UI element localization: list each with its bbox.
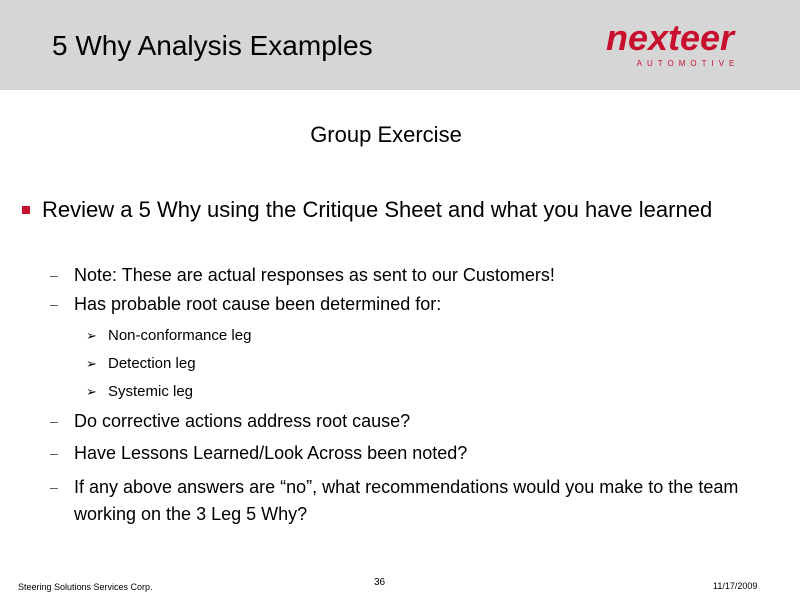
sub-item xyxy=(50,291,750,318)
header-bar xyxy=(0,0,800,90)
logo-subtext: AUTOMOTIVE xyxy=(636,59,740,68)
footer-date: 11/17/2009 xyxy=(713,581,758,591)
dash-bullet-icon: – xyxy=(50,413,58,429)
sub-item-text: Has probable root cause been determined for: xyxy=(74,294,442,314)
leg-item-text: Detection leg xyxy=(108,355,196,372)
sub-item xyxy=(50,408,750,435)
sub-item-text: Do corrective actions address root cause? xyxy=(74,411,411,431)
sub-item xyxy=(50,440,750,467)
dash-bullet-icon: – xyxy=(50,445,58,461)
section-subtitle: Group Exercise xyxy=(310,122,462,147)
square-bullet-icon xyxy=(22,206,30,214)
logo-text: nexteer xyxy=(605,22,735,58)
nexteer-logo xyxy=(570,22,770,72)
page-number: 36 xyxy=(374,577,386,588)
dash-bullet-icon: – xyxy=(50,479,58,495)
sub-item-text: Have Lessons Learned/Look Across been noted? xyxy=(74,443,468,463)
sub-item xyxy=(50,474,740,528)
leg-item xyxy=(86,382,193,402)
main-bullet-text: Review a 5 Why using the Critique Sheet and what you have learned xyxy=(42,197,713,222)
arrow-bullet-icon: ➢ xyxy=(86,384,97,399)
leg-item-text: Non-conformance leg xyxy=(108,327,252,344)
leg-item xyxy=(86,354,196,374)
main-bullet xyxy=(22,194,742,225)
page-title: 5 Why Analysis Examples xyxy=(52,30,373,61)
arrow-bullet-icon: ➢ xyxy=(86,356,97,371)
leg-item-text: Systemic leg xyxy=(108,383,194,400)
arrow-bullet-icon: ➢ xyxy=(86,328,97,343)
dash-bullet-icon: – xyxy=(50,296,58,312)
sub-item-text: If any above answers are “no”, what recommendations would you make to the team working on the 3 Leg 5 Why? xyxy=(74,477,739,524)
leg-item xyxy=(86,326,251,346)
sub-item xyxy=(50,262,750,289)
footer-company: Steering Solutions Services Corp. xyxy=(18,582,153,592)
sub-item-text: Note: These are actual responses as sent to our Customers! xyxy=(74,265,555,285)
dash-bullet-icon: – xyxy=(50,267,58,283)
